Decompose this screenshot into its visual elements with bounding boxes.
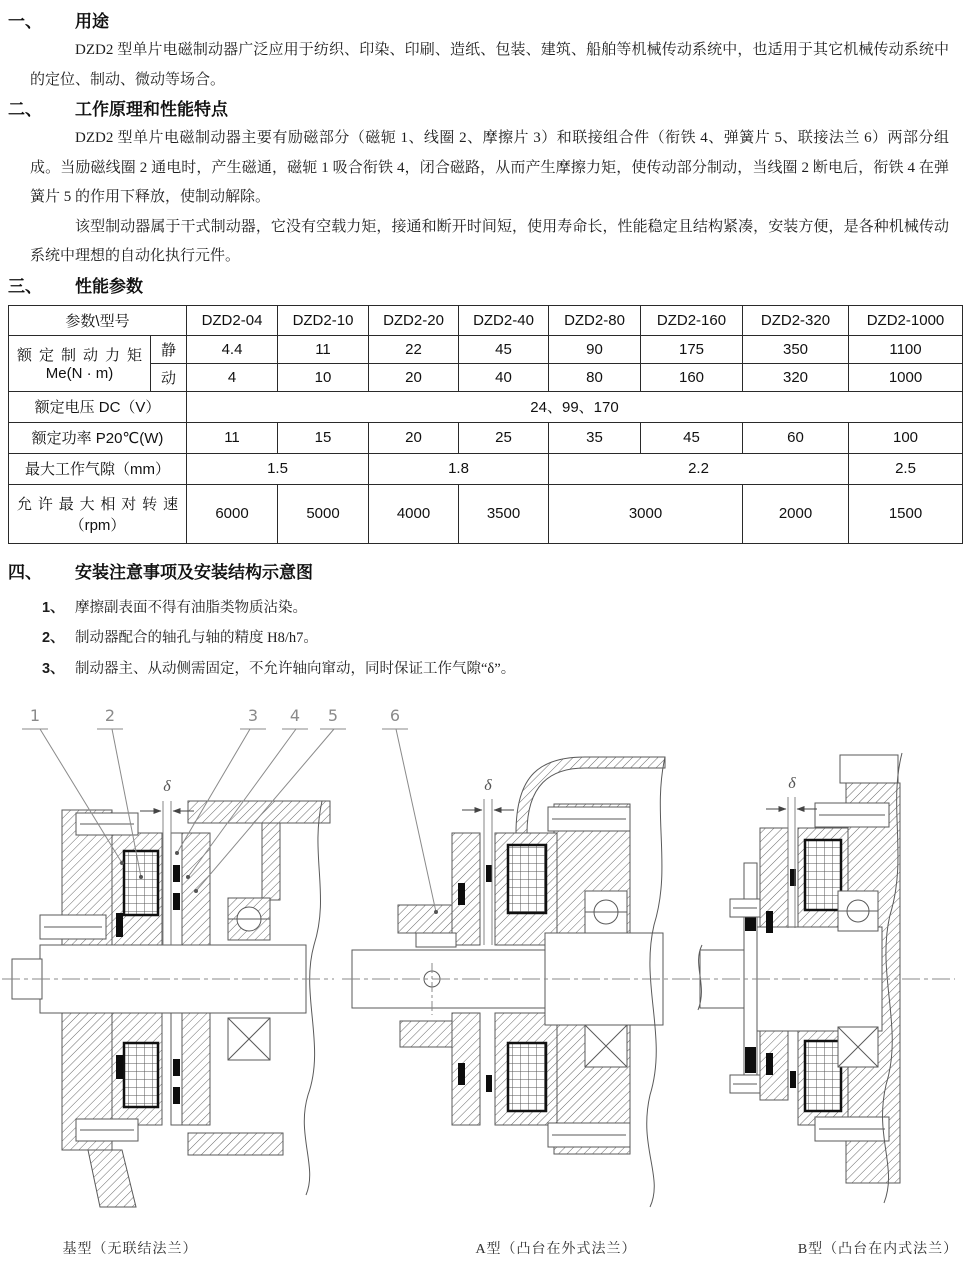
speed-label	[9, 484, 187, 543]
gap-delta-symbol: δ	[788, 775, 796, 792]
gap-row	[9, 453, 963, 484]
power-label: 额定功率 P20℃(W)	[9, 422, 187, 453]
installation-notes	[42, 593, 975, 685]
gap-value: 2.5	[849, 453, 963, 484]
gap-value: 1.5	[187, 453, 369, 484]
section-2-number: 二、	[8, 100, 42, 119]
speed-value: 3500	[459, 484, 549, 543]
torque-dynamic-value: 4	[187, 363, 278, 391]
section-2-title: 工作原理和性能特点	[75, 100, 228, 119]
speed-value: 1500	[849, 484, 963, 543]
part-label-3: 3	[247, 706, 259, 725]
speed-value: 2000	[743, 484, 849, 543]
torque-static-value: 45	[459, 335, 549, 363]
speed-value: 3000	[549, 484, 743, 543]
section-4-heading	[0, 558, 975, 587]
torque-static-value: 22	[369, 335, 459, 363]
diagram-caption-a-type: A型（凸台在外式法兰）	[475, 1242, 637, 1257]
section-2-paragraph-1: DZD2 型单片电磁制动器主要有励磁部分（磁轭 1、线圈 2、摩擦片 3）和联接组合件（衔铁 4、弹簧片 5、联接法兰 6）两部分组成。当励磁线圈 2 通电时，产生磁通，磁轭 1 吸合衔铁 4，闭合磁路，从而产生摩擦力矩，使传动部分制动，当线圈 2 断电后，衔铁 4 在弹簧片 5 的作用下释放，使制动解除。	[30, 130, 949, 205]
power-value: 25	[459, 422, 549, 453]
note-item	[42, 623, 975, 654]
note-number: 1、	[42, 599, 65, 616]
gap-value: 1.8	[369, 453, 549, 484]
speed-label-line2: （rpm）	[69, 516, 126, 534]
note-number: 3、	[42, 660, 65, 677]
torque-dynamic-value: 320	[743, 363, 849, 391]
part-label-4: 4	[289, 706, 301, 725]
power-value: 60	[743, 422, 849, 453]
torque-dynamic-sublabel: 动	[151, 363, 187, 391]
power-value: 45	[641, 422, 743, 453]
part-label-6: 6	[389, 706, 401, 725]
speed-value: 6000	[187, 484, 278, 543]
model-header: DZD2-320	[743, 305, 849, 335]
torque-label	[9, 335, 151, 391]
note-text: 制动器主、从动侧需固定，不允许轴向窜动，同时保证工作气隙“δ”。	[75, 660, 516, 677]
torque-static-value: 11	[278, 335, 369, 363]
section-3-title: 性能参数	[75, 276, 143, 296]
power-row	[9, 422, 963, 453]
model-header: DZD2-40	[459, 305, 549, 335]
table-header-row	[9, 305, 963, 335]
speed-value: 4000	[369, 484, 459, 543]
speed-label-line1: 允许最大相对转速	[17, 495, 178, 513]
torque-dynamic-row	[9, 363, 963, 391]
torque-dynamic-value: 20	[369, 363, 459, 391]
installation-structure-diagrams	[0, 692, 975, 1278]
torque-static-value: 175	[641, 335, 743, 363]
torque-static-sublabel: 静	[151, 335, 187, 363]
speed-value: 5000	[278, 484, 369, 543]
part-label-1: 1	[29, 706, 41, 725]
power-value: 20	[369, 422, 459, 453]
section-1-number: 一、	[8, 12, 42, 31]
power-value: 35	[549, 422, 641, 453]
diagram-caption-base: 基型（无联结法兰）	[62, 1242, 198, 1257]
torque-static-value: 4.4	[187, 335, 278, 363]
gap-delta-symbol: δ	[484, 777, 492, 794]
gap-label: 最大工作气隙（mm）	[9, 453, 187, 484]
section-2-paragraph-2: 该型制动器属于干式制动器，它没有空载力矩，接通和断开时间短，使用寿命长，性能稳定且结构紧凑，安装方便，是各种机械传动系统中理想的自动化执行元件。	[30, 218, 949, 264]
torque-dynamic-value: 10	[278, 363, 369, 391]
model-header: DZD2-1000	[849, 305, 963, 335]
model-header: DZD2-80	[549, 305, 641, 335]
torque-dynamic-value: 80	[549, 363, 641, 391]
model-header: DZD2-20	[369, 305, 459, 335]
voltage-row	[9, 391, 963, 422]
torque-static-value: 1100	[849, 335, 963, 363]
section-4-number: 四、	[8, 562, 42, 582]
note-text: 摩擦副表面不得有油脂类物质沾染。	[75, 599, 307, 616]
gap-delta-symbol: δ	[163, 778, 171, 795]
speed-row	[9, 484, 963, 543]
note-item	[42, 593, 975, 624]
model-header: DZD2-10	[278, 305, 369, 335]
diagram-caption-b-type: B型（凸台在内式法兰）	[797, 1242, 959, 1257]
power-value: 11	[187, 422, 278, 453]
voltage-value: 24、99、170	[187, 391, 963, 422]
voltage-label: 额定电压 DC（V）	[9, 391, 187, 422]
part-label-5: 5	[327, 706, 339, 725]
model-header: DZD2-04	[187, 305, 278, 335]
section-1-paragraph: DZD2 型单片电磁制动器广泛应用于纺织、印染、印刷、造纸、包装、建筑、船舶等机械传动系统中，也适用于其它机械传动系统中的定位、制动、微动等场合。	[30, 42, 949, 88]
section-4-title: 安装注意事项及安装结构示意图	[75, 562, 313, 582]
torque-static-row	[9, 335, 963, 363]
torque-dynamic-value: 40	[459, 363, 549, 391]
power-value: 15	[278, 422, 369, 453]
part-label-2: 2	[104, 706, 116, 725]
section-1-title: 用途	[75, 12, 109, 31]
table-corner-label: 参数\型号	[9, 305, 187, 335]
section-3-heading	[0, 272, 975, 301]
performance-parameters-table	[8, 305, 963, 544]
note-number: 2、	[42, 630, 65, 646]
power-value: 100	[849, 422, 963, 453]
gap-value: 2.2	[549, 453, 849, 484]
section-2-heading	[0, 95, 975, 124]
note-item	[42, 654, 975, 685]
torque-label-line2: Me(N · m)	[45, 365, 114, 382]
torque-static-value: 350	[743, 335, 849, 363]
torque-static-value: 90	[549, 335, 641, 363]
torque-dynamic-value: 1000	[849, 363, 963, 391]
note-text: 制动器配合的轴孔与轴的精度 H8/h7。	[75, 630, 318, 646]
torque-dynamic-value: 160	[641, 363, 743, 391]
section-1-heading	[0, 7, 975, 36]
torque-label-line1: 额定制动力矩	[17, 347, 142, 364]
section-3-number: 三、	[8, 276, 42, 296]
model-header: DZD2-160	[641, 305, 743, 335]
